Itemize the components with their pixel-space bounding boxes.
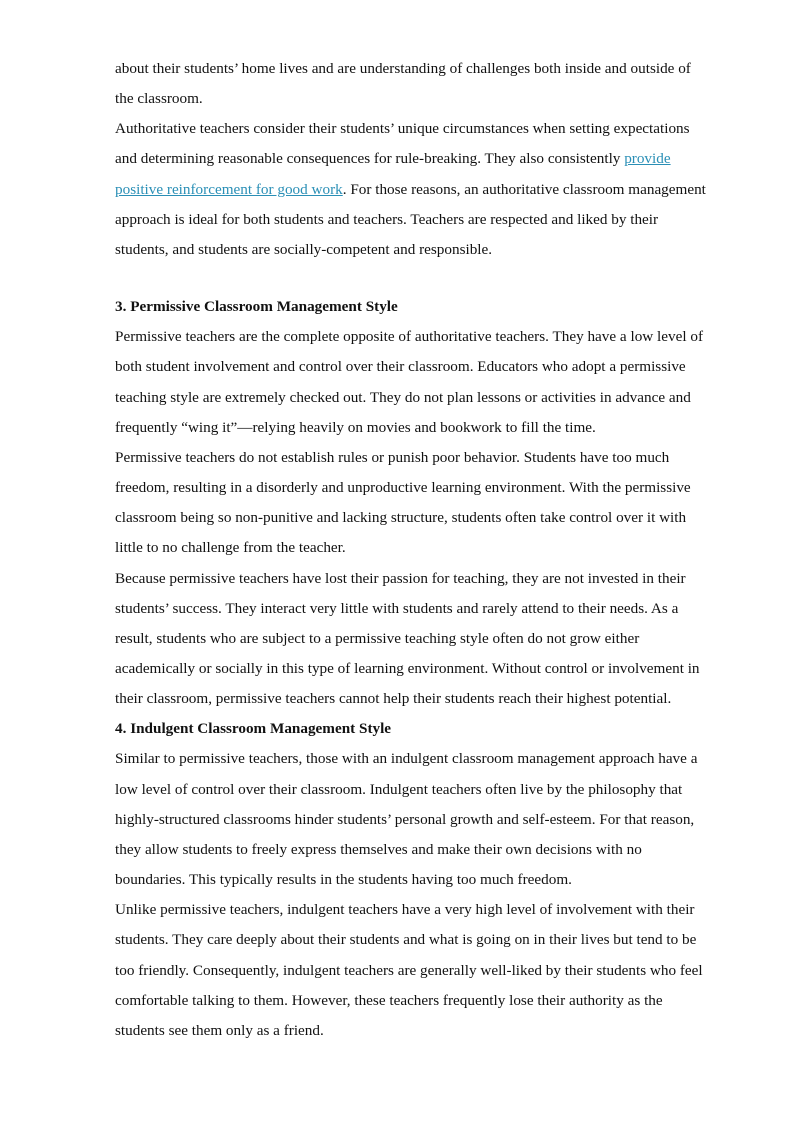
- text-line: Because permissive teachers have lost their passion for teaching, they are not invested in their: [115, 569, 686, 587]
- text-line: comfortable talking to them. However, these teachers frequently lose their authority as the: [115, 991, 663, 1009]
- text-line: students, and students are socially-competent and responsible.: [115, 240, 493, 258]
- text-line: students. They care deeply about their students and what is going on in their lives but tend to be: [115, 931, 697, 949]
- intro-paragraph: [115, 54, 745, 114]
- text-line: little to no challenge from the teacher.: [115, 539, 346, 557]
- text-line: low level of control over their classroom. Indulgent teachers often live by the philosophy that: [115, 780, 683, 798]
- text-line: [115, 175, 745, 205]
- permissive-paragraph-3: [115, 564, 745, 715]
- authoritative-paragraph: [115, 114, 745, 265]
- text-line: teaching style are extremely checked out. They do not plan lessons or activities in advance and: [115, 388, 691, 406]
- section-heading-permissive: 3. Permissive Classroom Management Style: [115, 298, 398, 316]
- text-line: classroom being so non-punitive and lacking structure, students often take control over it with: [115, 509, 687, 527]
- text-line: their classroom, permissive teachers cannot help their students reach their highest potential.: [115, 690, 672, 708]
- text-line: boundaries. This typically results in the students having too much freedom.: [115, 871, 572, 889]
- text-line: too friendly. Consequently, indulgent teachers are generally well-liked by their students who feel: [115, 961, 703, 979]
- text-line: Authoritative teachers consider their students’ unique circumstances when setting expectations: [115, 120, 690, 138]
- section-heading-indulgent: 4. Indulgent Classroom Management Style: [115, 720, 392, 738]
- text-line: students see them only as a friend.: [115, 1021, 324, 1039]
- text-line: about their students’ home lives and are understanding of challenges both inside and outside of: [115, 60, 691, 77]
- text-line: both student involvement and control over their classroom. Educators who adopt a permissive: [115, 358, 686, 376]
- text-line: academically or socially in this type of learning environment. Without control or involvement in: [115, 659, 700, 677]
- text-line: [115, 144, 745, 174]
- positive-reinforcement-link-continued[interactable]: positive reinforcement for good work: [115, 180, 343, 198]
- text-line: approach is ideal for both students and teachers. Teachers are respected and liked by their: [115, 210, 659, 228]
- text-line: Permissive teachers do not establish rules or punish poor behavior. Students have too much: [115, 448, 670, 466]
- text-line: freedom, resulting in a disorderly and unproductive learning environment. With the permissive: [115, 479, 691, 497]
- text-line: Permissive teachers are the complete opposite of authoritative teachers. They have a low level of: [115, 328, 704, 346]
- permissive-paragraph-1: [115, 322, 745, 443]
- text-segment: and determining reasonable consequences for rule-breaking. They also consistently: [115, 150, 625, 168]
- text-line: frequently “wing it”—relying heavily on movies and bookwork to fill the time.: [115, 418, 596, 436]
- text-line: the classroom.: [115, 90, 203, 108]
- text-line: they allow students to freely express themselves and make their own decisions with no: [115, 840, 642, 858]
- permissive-paragraph-2: [115, 443, 745, 564]
- text-line: result, students who are subject to a permissive teaching style often do not grow either: [115, 629, 640, 647]
- text-line: highly-structured classrooms hinder students’ personal growth and self-esteem. For that reason,: [115, 810, 695, 828]
- positive-reinforcement-link[interactable]: provide: [624, 150, 671, 168]
- text-line: students’ success. They interact very little with students and rarely attend to their needs. As a: [115, 599, 679, 617]
- section-spacer: [115, 265, 745, 292]
- text-line: Similar to permissive teachers, those with an indulgent classroom management approach have a: [115, 750, 698, 768]
- indulgent-paragraph-1: [115, 744, 745, 895]
- document-page: [115, 54, 745, 1046]
- text-segment: . For those reasons, an authoritative classroom management: [342, 180, 706, 198]
- text-line: Unlike permissive teachers, indulgent teachers have a very high level of involvement with their: [115, 901, 695, 919]
- indulgent-paragraph-2: [115, 895, 745, 1046]
